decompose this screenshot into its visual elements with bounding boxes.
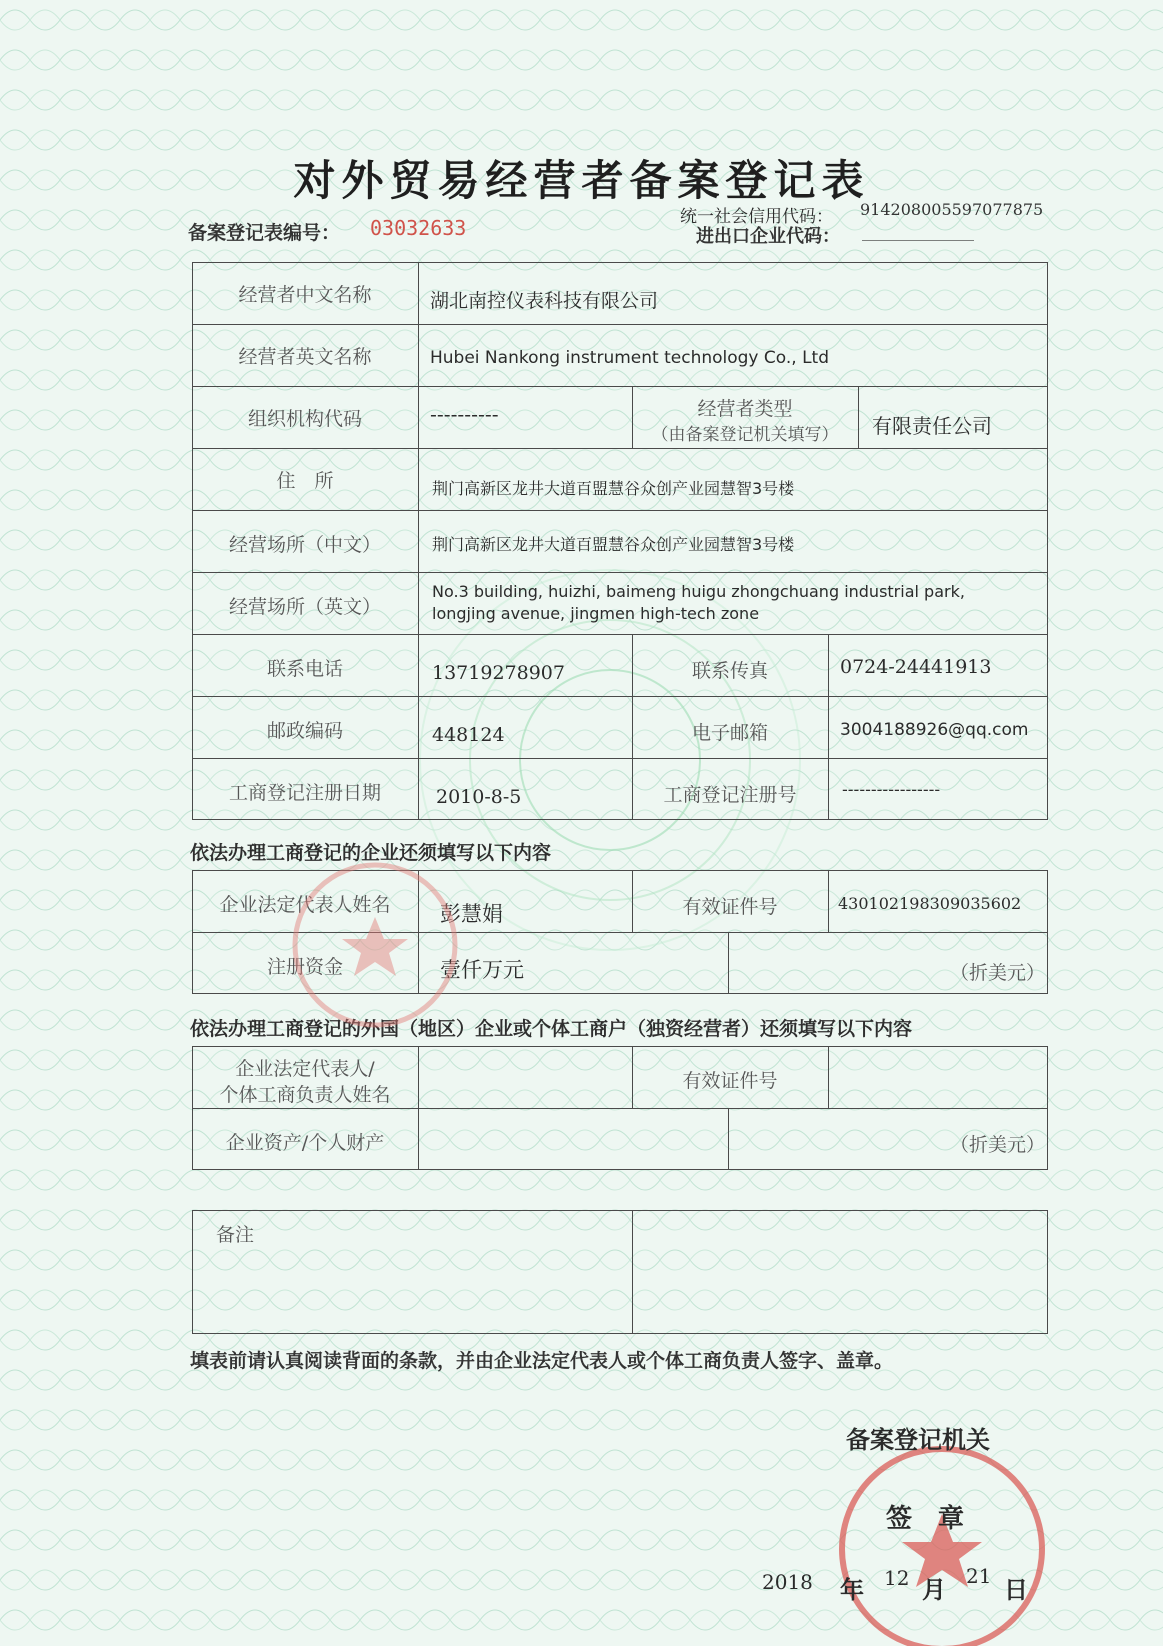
email-value: 3004188926@qq.com <box>840 720 1029 740</box>
phone-label: 联系电话 <box>266 658 343 680</box>
assets-usd-note: （折美元） <box>950 1134 1046 1156</box>
day-char: 日 <box>1004 1576 1028 1604</box>
en-name-value: Hubei Nankong instrument technology Co., Ltd <box>430 348 830 368</box>
place-en-line-1: No.3 building, huizhi, baimeng huigu zhongchuang industrial park, <box>432 582 965 601</box>
month-value: 12 <box>884 1566 910 1590</box>
credit-code: 914208005597077875 <box>860 200 1044 219</box>
id-number: 430102198309035602 <box>838 894 1022 913</box>
section3-heading: 依法办理工商登记的外国（地区）企业或个体工商户（独资经营者）还须填写以下内容 <box>190 1018 913 1040</box>
postcode-label: 邮政编码 <box>266 720 343 742</box>
form-title: 对外贸易经营者备案登记表 <box>293 156 870 205</box>
remarks-table <box>192 1210 1048 1334</box>
en-name-label: 经营者英文名称 <box>238 346 372 368</box>
capital-value: 壹仟万元 <box>440 958 524 982</box>
email-label: 电子邮箱 <box>691 722 768 744</box>
cn-name-label: 经营者中文名称 <box>238 284 372 306</box>
address-label: 住 所 <box>276 470 334 492</box>
operator-type-value: 有限责任公司 <box>872 414 992 438</box>
cn-name-value: 湖北南控仪表科技有限公司 <box>430 290 659 312</box>
fax-label: 联系传真 <box>691 660 768 682</box>
operator-type-sublabel: （由备案登记机关填写） <box>651 425 839 445</box>
place-cn-label: 经营场所（中文） <box>228 534 381 556</box>
ie-code-label: 进出口企业代码： <box>696 226 840 247</box>
legal-rep-name: 彭慧娟 <box>440 902 503 926</box>
fax-value: 0724-24441913 <box>840 656 992 678</box>
serial-label: 备案登记表编号： <box>188 222 341 244</box>
remarks-label: 备注 <box>216 1224 255 1246</box>
foreign-rep-label-1: 企业法定代表人/ <box>235 1058 375 1080</box>
phone-value: 13719278907 <box>432 662 565 684</box>
credit-code-label: 统一社会信用代码： <box>680 207 833 227</box>
place-en-label: 经营场所（英文） <box>228 596 381 618</box>
faded-seal <box>280 855 470 1035</box>
year-char: 年 <box>840 1576 864 1604</box>
foreign-id-label: 有效证件号 <box>682 1070 778 1092</box>
serial-number: 03032633 <box>370 216 467 240</box>
reg-no-label: 工商登记注册号 <box>663 784 797 806</box>
reg-no-value: ----------------- <box>842 780 941 799</box>
operator-type-label: 经营者类型 <box>697 398 793 420</box>
ie-code: ______________ <box>862 222 974 241</box>
foreign-rep-label-2: 个体工商负责人姓名 <box>219 1084 391 1106</box>
address-value: 荆门高新区龙井大道百盟慧谷众创产业园慧智3号楼 <box>432 479 795 498</box>
day-value: 21 <box>966 1564 992 1588</box>
year-value: 2018 <box>762 1570 813 1594</box>
id-label: 有效证件号 <box>682 896 778 918</box>
org-code-value: ---------- <box>430 404 499 426</box>
place-cn-value: 荆门高新区龙井大道百盟慧谷众创产业园慧智3号楼 <box>432 535 795 554</box>
place-en-line-2: longjing avenue, jingmen high-tech zone <box>432 604 760 623</box>
reg-date-value: 2010-8-5 <box>436 786 522 808</box>
official-seal <box>822 1434 1062 1646</box>
section2-heading: 依法办理工商登记的企业还须填写以下内容 <box>190 842 552 864</box>
postcode-value: 448124 <box>432 724 505 746</box>
capital-label: 注册资金 <box>266 956 343 978</box>
month-char: 月 <box>922 1576 946 1604</box>
authority-label: 备案登记机关 <box>846 1426 990 1454</box>
org-code-label: 组织机构代码 <box>247 408 362 430</box>
capital-usd-note: （折美元） <box>950 962 1046 984</box>
seal-label: 签 章 <box>886 1504 965 1534</box>
legal-rep-label: 企业法定代表人姓名 <box>219 894 391 916</box>
notice-text: 填表前请认真阅读背面的条款，并由企业法定代表人或个体工商负责人签字、盖章。 <box>190 1350 894 1372</box>
assets-label: 企业资产/个人财产 <box>225 1132 385 1154</box>
reg-date-label: 工商登记注册日期 <box>228 782 381 804</box>
